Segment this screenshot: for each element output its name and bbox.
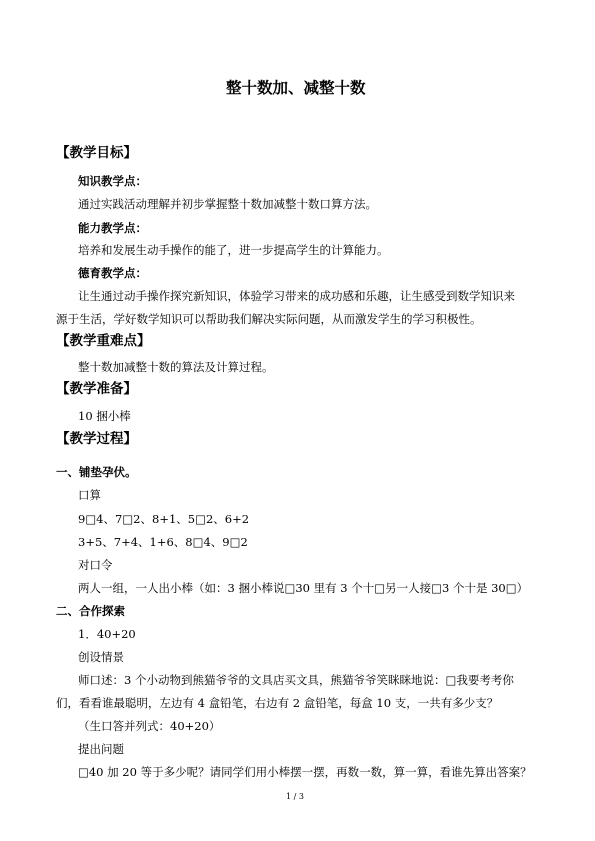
document-title: 整十数加、减整十数 bbox=[226, 79, 366, 97]
part2-heading: 二、合作探索 bbox=[56, 604, 125, 618]
preparation-heading: 【教学准备】 bbox=[56, 381, 137, 397]
ability-label: 能力教学点： bbox=[78, 221, 147, 235]
teacher-line-2: 们，看看谁最聪明，左边有 4 盒铅笔，右边有 2 盒铅笔，每盒 10 支，一共有多少支？ bbox=[56, 696, 499, 710]
moral-text-line-2: 源于生活，学好数学知识可以帮助我们解决实际问题，从而激发学生的学习积极性。 bbox=[56, 312, 482, 326]
student-line: （生口答并列式：40+20） bbox=[78, 719, 221, 733]
key-points-heading: 【教学重难点】 bbox=[56, 333, 151, 349]
teacher-line-1: 师口述：3 个小动物到熊猫爷爷的文具店买文具，熊猫爷爷笑眯眯地说：□我要考考你 bbox=[78, 673, 514, 687]
question-line: □40 加 20 等于多少呢？请同学们用小棒摆一摆，再数一数，算一算，看谁先算出答案？ bbox=[78, 765, 532, 779]
key-points-text: 整十数加减整十数的算法及计算过程。 bbox=[78, 360, 274, 374]
pair-label: 对口令 bbox=[78, 558, 113, 572]
pair-text: 两人一组，一人出小棒（如：3 捆小棒说□30 里有 3 个十□另一人接□3 个十是 30□） bbox=[78, 581, 529, 595]
oral-line-1: 9□4、7□2、8+1、5□2、6+2 bbox=[78, 512, 250, 526]
oral-label: 口算 bbox=[78, 488, 101, 502]
goals-heading: 【教学目标】 bbox=[56, 145, 137, 161]
question-label: 提出问题 bbox=[78, 742, 124, 756]
knowledge-text: 通过实践活动理解并初步掌握整十数加减整十数口算方法。 bbox=[78, 197, 377, 211]
part1-heading: 一、铺垫孕伏。 bbox=[56, 465, 137, 479]
scene-label: 创设情景 bbox=[78, 650, 124, 664]
ability-text: 培养和发展生动手操作的能了，进一步提高学生的计算能力。 bbox=[78, 243, 389, 257]
moral-label: 德育教学点： bbox=[78, 266, 147, 280]
process-heading: 【教学过程】 bbox=[56, 431, 137, 447]
knowledge-label: 知识教学点： bbox=[78, 174, 147, 188]
moral-text-line-1: 让生通过动手操作探究新知识，体验学习带来的成功感和乐趣，让生感受到数学知识来 bbox=[78, 289, 515, 303]
oral-line-2: 3+5、7+4、1+6、8□4、9□2 bbox=[78, 535, 248, 549]
page-number: 1 / 3 bbox=[286, 792, 304, 801]
item-1: 1．40+20 bbox=[78, 627, 136, 641]
preparation-text: 10 捆小棒 bbox=[78, 409, 131, 423]
